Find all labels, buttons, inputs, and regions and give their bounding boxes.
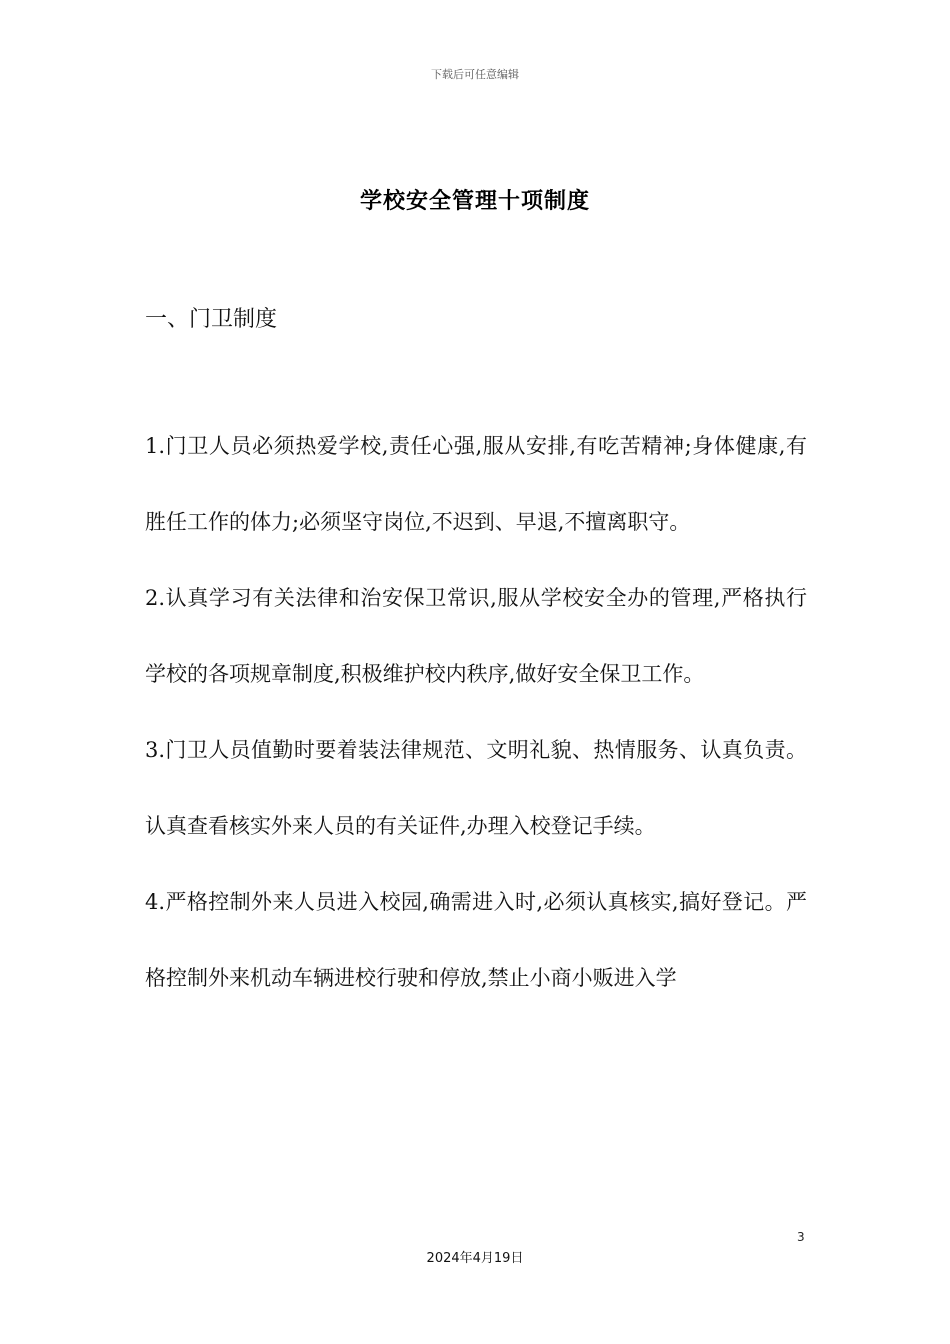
footer-date: 2024年4月19日	[426, 1251, 524, 1266]
paragraph-4: 4.严格控制外来人员进入校园,确需进入时,必须认真核实,搞好登记。严格控制外来机动车辆进校行驶和停放,禁止小商小贩进入学	[145, 890, 807, 990]
paragraph-3: 3.门卫人员值勤时要着装法律规范、文明礼貌、热情服务、认真负责。认真查看核实外来人员的有关证件,办理入校登记手续。	[145, 738, 807, 838]
page-header-note: 下载后可任意编辑	[431, 68, 519, 81]
paragraph-1: 1.门卫人员必须热爱学校,责任心强,服从安排,有吃苦精神;身体健康,有胜任工作的体力;必须坚守岗位,不迟到、早退,不擅离职守。	[145, 434, 807, 534]
document-title: 学校安全管理十项制度	[359, 189, 590, 214]
page-number: 3	[797, 1230, 805, 1244]
section-body	[145, 408, 807, 1016]
paragraph-2: 2.认真学习有关法律和治安保卫常识,服从学校安全办的管理,严格执行学校的各项规章制度,积极维护校内秩序,做好安全保卫工作。	[145, 586, 807, 686]
section-heading: 一、门卫制度	[145, 307, 278, 332]
